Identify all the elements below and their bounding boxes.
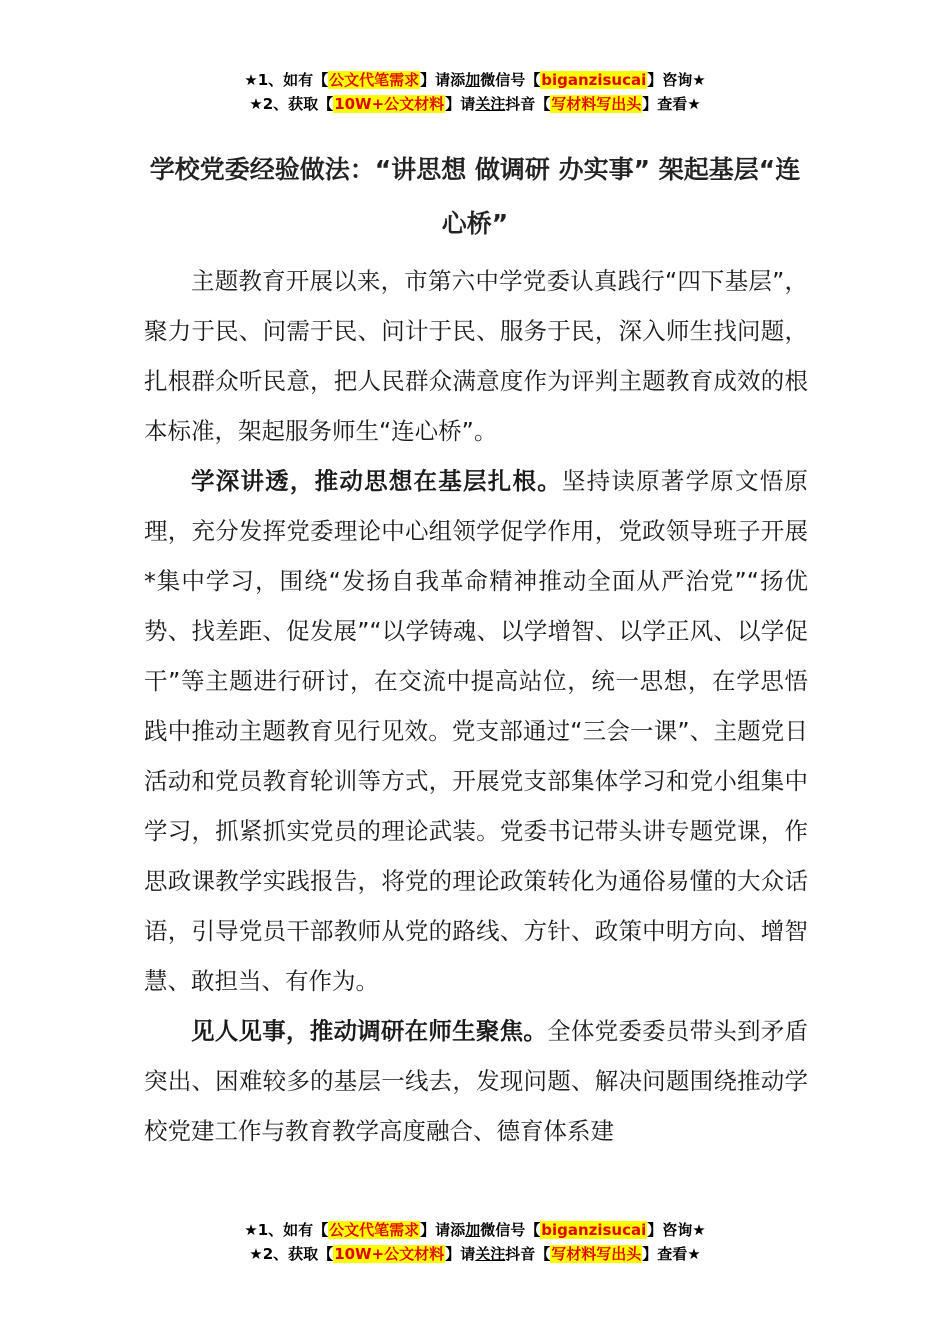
banner-highlight: 10W+公文材料 xyxy=(334,1245,445,1263)
banner-highlight: 公文代笔需求 xyxy=(329,71,420,89)
intro-paragraph: 主题教育开展以来，市第六中学党委认真践行“四下基层”，聚力于民、问需于民、问计于民、服务于民，深入师生找问题，扎根群众听民意，把人民群众满意度作为评判主题教育成效的根本标准，架起服务师生“连心桥”。 xyxy=(144,267,808,445)
section-2-lead: 见人见事，推动调研在师生聚焦。 xyxy=(191,1017,548,1045)
section-2-paragraph xyxy=(144,1006,808,1156)
banner-line-1: ★1、如有【公文代笔需求】请添加微信号【biganzisucai】咨询★ xyxy=(244,1221,706,1239)
document-title: 学校党委经验做法：“讲思想 做调研 办实事” 架起基层“连心桥” xyxy=(149,155,801,238)
section-1-paragraph xyxy=(144,456,808,1006)
wechat-id: biganzisucai xyxy=(541,1221,647,1239)
douyin-account: 写材料写出头 xyxy=(551,95,642,113)
section-2-body: 全体党委委员带头到矛盾突出、困难较多的基层一线去，发现问题、解决问题围绕推动学校党建工作与教育教学高度融合、德育体系建 xyxy=(144,1017,808,1145)
banner-highlight: 10W+公文材料 xyxy=(334,95,445,113)
banner-line-2: ★2、获取【10W+公文材料】请关注抖音【写材料写出头】查看★ xyxy=(249,95,701,113)
header-banner xyxy=(0,68,950,116)
banner-line-1: ★1、如有【公文代笔需求】请添加微信号【biganzisucai】咨询★ xyxy=(244,71,706,89)
banner-highlight: 公文代笔需求 xyxy=(329,1221,420,1239)
douyin-account: 写材料写出头 xyxy=(551,1245,642,1263)
document-body xyxy=(144,256,808,1156)
wechat-id: biganzisucai xyxy=(541,71,647,89)
section-1-lead: 学深讲透，推动思想在基层扎根。 xyxy=(191,467,562,495)
section-1-body: 坚持读原著学原文悟原理，充分发挥党委理论中心组领学促学作用，党政领导班子开展*集中学习，围绕“发扬自我革命精神推动全面从严治党”“扬优势、找差距、促发展”“以学铸魂、以学增智、以学正风、以学促干”等主题进行研讨，在交流中提高站位，统一思想，在学思悟践中推动主题教育见行见效。党支部通过“三会一课”、主题党日活动和党员教育轮训等方式，开展党支部集体学习和党小组集中学习，抓紧抓实党员的理论武装。党委书记带头讲专题党课，作思政课教学实践报告，将党的理论政策转化为通俗易懂的大众话语，引导党员干部教师从党的路线、方针、政策中明方向、增智慧、敢担当、有作为。 xyxy=(144,467,808,995)
footer-banner xyxy=(0,1218,950,1266)
banner-line-2: ★2、获取【10W+公文材料】请关注抖音【写材料写出头】查看★ xyxy=(249,1245,701,1263)
